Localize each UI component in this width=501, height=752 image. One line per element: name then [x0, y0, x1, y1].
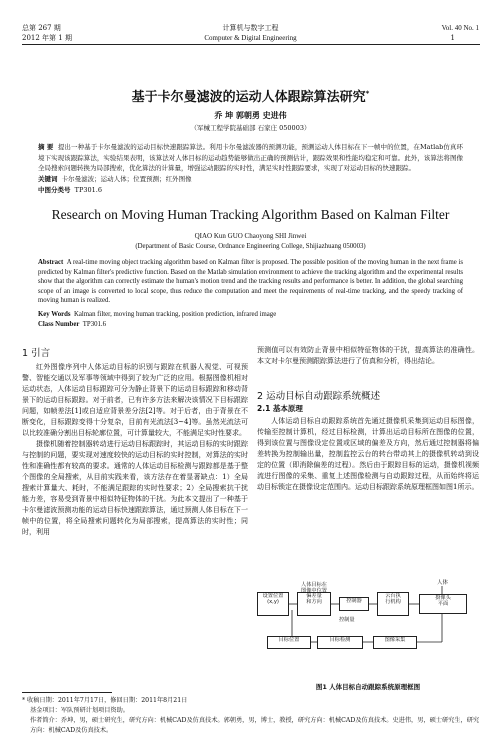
- footnote-fund: 基金项目：军队预研计划项目资助。: [30, 707, 129, 714]
- controller-box: 控制器: [339, 597, 369, 611]
- camera-box: 摄像头 平面: [419, 594, 467, 614]
- footnote-rule: [22, 692, 112, 693]
- footnote: [22, 696, 480, 736]
- ptz-actuator-box: 云台执 行机构: [377, 592, 409, 616]
- affiliation-en: (Department of Basic Course, Ordnance Engineering College, Shijiazhuang 050003): [135, 243, 366, 250]
- title-en: Research on Moving Human Tracking Algorithm Based on Kalman Filter: [51, 207, 450, 222]
- section-2-1-body: 人体运动目标自动跟踪系统首先通过摄像机采集到运动目标图像，传输至控制计算机，经过目标检测，计算出运动目标所在图像的位置，得到该位置与图像设定位置或区域的偏差及方向，然后通过控制器将偏差转换为控制输出量，控制监控云台的转台带动其上的摄像机转动到设定的位置（即消除偏差的过程）。然后由于跟踪目标的运动，摄像机视频流进行图像的采集、重复上述图像检测与自动跟踪过程，从而始终将运动目标锁定在摄像设定范围内。运动目标跟踪系统原理框图如图1所示。: [257, 417, 479, 491]
- abstract-cn-label: 摘 要: [38, 143, 54, 151]
- authors-en: QIAO Kun GUO Chaoyong SHI Jinwei: [194, 232, 307, 240]
- human-position-label: 人体目标在 图像中位置: [301, 582, 327, 594]
- target-position-box: 目标位置: [267, 636, 311, 649]
- issue-total: 总第 267 期: [22, 24, 61, 32]
- keywords-en: Key Words Kalman filter, moving human tracking, position prediction, infrared image: [38, 311, 277, 318]
- journal-name-cn: 计算机与数字工程: [222, 24, 279, 32]
- target-detection-box: 目标检测: [317, 636, 363, 649]
- footnote-received: * 收稿日期：2011年7月17日，修回日期：2011年8月21日: [22, 697, 188, 704]
- section-1-title: 1 引言: [22, 348, 51, 359]
- footnote-bio: 作者简介：乔坤，男，硕士研究生，研究方向：机械CAD及仿真技术。郭朝勇，男，博士，教授，研究方向：机械CAD及仿真技术。史进伟，男，硕士研究生，研究方向：机械CAD及仿真技术。: [30, 717, 480, 734]
- image-acquisition-box: 图像采集: [373, 636, 417, 649]
- setpoint-box: 设置位置 (x,y): [257, 592, 289, 616]
- affiliation-cn: （军械工程学院基础部 石家庄 050003）: [190, 124, 311, 132]
- clc-cn: 中图分类号 TP301.6: [38, 186, 102, 194]
- page-number: 1: [450, 34, 455, 42]
- authors-cn: 乔 坤 郭朝勇 史进伟: [214, 110, 287, 120]
- section-1-paragraph: 摄像机随着控制器转动进行运动目标跟踪时，其运动目标的实时跟踪与控制的问题，要实现对速度较快的运动目标的实时控制，对算法的实时性和准确性都有较高的要求。通常的人体运动目标检测与跟踪都是基于整个图像的全局搜索，从目前实践来看，该方法存在着显著缺点：1）全局搜索计算量大、耗时，不能满足跟踪的实时性要求；2）全局搜索抗干扰能力差，容易受到背景中相似特征物体的干扰。为此本文提出了一种基于卡尔曼滤波预测功能的运动目标快速跟踪算法，通过预测人体目标在下一帧中的位置，将全局搜索问题转化为局部搜索，提高算法的实时性；同时，利用: [22, 440, 248, 536]
- abstract-cn-text: 提出一种基于卡尔曼滤波的运动目标快速跟踪算法。利用卡尔曼滤波器的预测功能，预测运动人体目标在下一帧中的位置，在Matlab仿真环境下实现该跟踪算法，实验结果表明，该算法对人体目标的运动趋势能够做出正确的预测估计，跟踪效果和性能均稳定和可靠。此外，该算法将图像全局搜索问题转换为局部搜索，优化算法的计算量，增强运动跟踪的实时性，满足实时性跟踪要求，实现了对运动目标的快速跟踪。: [38, 143, 464, 172]
- section-2-1-title: 2.1 基本原理: [257, 404, 303, 413]
- deviation-box: 偏差量 和方向: [297, 592, 331, 616]
- header-rule: [22, 44, 480, 45]
- human-label: 人体: [437, 580, 449, 586]
- abstract-cn: [38, 142, 463, 174]
- section-2-title: 2 运动目标自动跟踪系统概述: [257, 391, 381, 402]
- issue-year: 2012 年第 1 期: [22, 34, 72, 42]
- abstract-en: Abstract A real-time moving object tracking algorithm based on Kalman filter is proposed. The possible position of the moving human in the next frame is predicted by Kalman filter's predictive function. Based on the Matlab simulation environment to achieve the tracking algorithm and the experimental results show that the algorithm can correctly estimate the human's motion trend and the tracking results and performance is better. In addition, the global searching scope of an image is converted to local scope, thus reduce the computation and meet the requirements of real-time tracking, and the speedy tracking of moving human is realized.: [38, 259, 463, 305]
- figure-1-connectors: [257, 580, 479, 665]
- figure-1: [257, 580, 479, 665]
- figure-1-caption: 图1 人体目标自动跟踪系统原理框图: [315, 683, 421, 691]
- title-cn: 基于卡尔曼滤波的运动人体跟踪算法研究*: [131, 89, 370, 105]
- clc-en: Class Number TP301.6: [38, 321, 106, 328]
- title-footnote-mark: *: [365, 89, 370, 98]
- journal-name-en: Computer & Digital Engineering: [204, 34, 297, 42]
- keywords-cn: 关键词 卡尔曼滤波；运动人体；位置预测；红外图像: [38, 175, 192, 183]
- control-output-label: 控制量: [339, 617, 355, 623]
- volume: Vol. 40 No. 1: [441, 24, 479, 32]
- section-1-continued: 预测值可以有效防止背景中相似特征物体的干扰，提高算法的准确性。本文对卡尔曼预测跟踪算法进行了仿真和分析，得出结论。: [257, 346, 479, 365]
- section-1-paragraph: 红外图像序列中人体运动目标的识别与跟踪在机器人视觉、可视预警、智能交通以及军事等领域中得到了较为广泛的应用。根据图像机相对运动状态，人体运动目标跟踪可分为静止背景下的运动目标跟踪和移动背景下的运动目标跟踪。对于前者，已有许多方法来解决该情况下目标跟踪问题，如帧差法[1]或自适应背景差分法[2]等。对于后者，由于背景在不断变化，目标跟踪变得十分复杂，目前有光流法[3~4]等。虽然光流法可以比较准确分割出目标轮廓位置，可计算量较大，不能满足实时性要求。: [22, 363, 248, 437]
- section-1-body: [22, 362, 248, 538]
